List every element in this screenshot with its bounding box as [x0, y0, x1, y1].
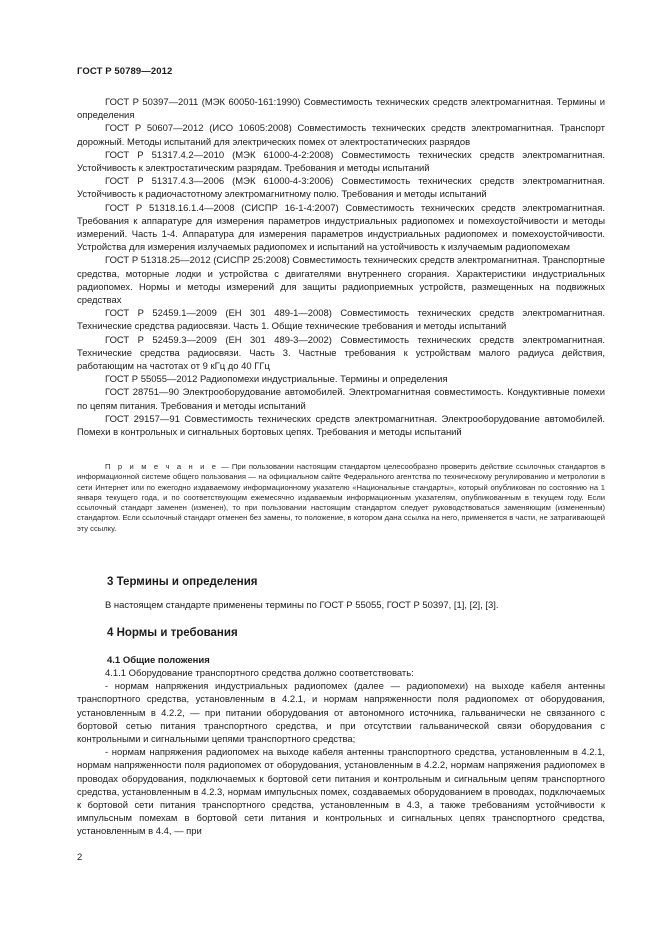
- list-item: - нормам напряжения радиопомех на выходе кабеля антенны транспортного средства, установленным в 4.2.1, нормам напряженности поля радиопомех от оборудования, установленным в 4.2.2, нормам напряжения радиопомех в проводах оборудования, подключаемых к бортовой сети питания и контрольным и сигнальным цепям транспортного средства, установленным в 4.2.3, нормам импульсных помех, создаваемых оборудованием в проводах, подключаемых к бортовой сети питания транспортного средства, установленным в 4.3, а также требованиям устойчивости к импульсным помехам в бортовой сети питания и контрольных и сигнальных цепях транспортного средства, установленным в 4.4, — при: [77, 747, 605, 838]
- reference-item: ГОСТ Р 55055—2012 Радиопомехи индустриальные. Термины и определения: [105, 374, 448, 386]
- section-4-body: [77, 667, 605, 839]
- normative-references: [77, 96, 605, 439]
- note-text: — При пользовании настоящим стандартом целесообразно проверить действие ссылочных стандартов в информационной системе общего пользования — на официальном сайте Федерального агентства по техническому регулированию и метрологии в сети Интернет или по ежегодно издаваемому информационному указателю «Национальные стандарты», который опубликован по состоянию на 1 января текущего года, и по соответствующим ежемесячно издаваемым информационным указателям, опубликованным в текущем году. Если ссылочный стандарт заменен (изменен), то при пользовании настоящим стандартом следует руководствоваться заменяющим (измененным) стандартом. Если ссылочный стандарт отменен без замены, то положение, в котором дана ссылка на него, применяется в части, не затрагивающей эту ссылку.: [77, 462, 606, 533]
- note-paragraph: [77, 462, 605, 534]
- reference-item: ГОСТ Р 50607—2012 (ИСО 10605:2008) Совместимость технических средств электромагнитная. Транспорт дорожный. Методы испытаний для электрических помех от электростатических разрядов: [77, 123, 605, 148]
- document-header: ГОСТ Р 50789—2012: [77, 66, 173, 77]
- clause-4-1-1: 4.1.1 Оборудование транспортного средства должно соответствовать:: [105, 668, 414, 679]
- reference-item: ГОСТ Р 50397—2011 (МЭК 60050-161:1990) Совместимость технических средств электромагнитная. Термины и определения: [77, 97, 605, 122]
- reference-item: ГОСТ 28751—90 Электрооборудование автомобилей. Электромагнитная совместимость. Кондуктивные помехи по цепям питания. Требования и методы испытаний: [77, 387, 605, 412]
- reference-item: ГОСТ Р 52459.3—2009 (ЕН 301 489-3—2002) Совместимость технических средств электромагнитная. Технические средства радиосвязи. Часть 3. Частные требования к устройствам малого радиуса действия, работающим на частотах от 9 кГц до 40 ГГц: [77, 334, 605, 373]
- subsection-4-1-heading: 4.1 Общие положения: [107, 655, 210, 666]
- reference-item: ГОСТ 29157—91 Совместимость технических средств электромагнитная. Электрооборудование автомобилей. Помехи в контрольных и сигнальных бортовых цепях. Требования и методы испытаний: [77, 413, 605, 439]
- reference-item: ГОСТ Р 51318.25—2012 (СИСПР 25:2008) Совместимость технических средств электромагнитная. Транспортные средства, моторные лодки и устройства с двигателями внутреннего сгорания. Характеристики индустриальных радиопомех. Нормы и методы измерений для защиты радиоприемных устройств, размещенных на подвижных средствах: [77, 255, 605, 307]
- page-number: 2: [77, 852, 83, 863]
- list-item: - нормам напряжения индустриальных радиопомех (далее — радиопомехи) на выходе кабеля антенны транспортного средства, установленным в 4.2.1, и нормам напряженности поля радиопомех от оборудования, установленным в 4.2.2, — при питании оборудования от автономного источника, гальванически не связанного с бортовой сетью питания транспортного средства, и при отсутствии гальванической связи оборудования с контрольными и сигнальными цепями транспортного средства;: [77, 681, 605, 746]
- section-3-text: В настоящем стандарте применены термины по ГОСТ Р 55055, ГОСТ Р 50397, [1], [2], [3].: [105, 600, 499, 611]
- section-4-heading: 4 Нормы и требования: [107, 627, 238, 639]
- reference-item: ГОСТ Р 52459.1—2009 (ЕН 301 489-1—2008) Совместимость технических средств электромагнитная. Технические средства радиосвязи. Часть 1. Общие технические требования и методы испытаний: [77, 308, 605, 333]
- note-label: П р и м е ч а н и е: [105, 462, 219, 471]
- section-3-heading: 3 Термины и определения: [107, 576, 258, 588]
- reference-item: ГОСТ Р 51317.4.3—2006 (МЭК 61000-4-3:2006) Совместимость технических средств электромагнитная. Устойчивость к радиочастотному электромагнитному полю. Требования и методы испытаний: [77, 176, 605, 201]
- reference-item: ГОСТ Р 51317.4.2—2010 (МЭК 61000-4-2:2008) Совместимость технических средств электромагнитная. Устойчивость к электростатическим разрядам. Требования и методы испытаний: [77, 149, 605, 175]
- reference-item: ГОСТ Р 51318.16.1.4—2008 (СИСПР 16-1-4:2007) Совместимость технических средств электромагнитная. Требования к аппаратуре для измерения параметров индустриальных радиопомех и помехоустойчивости и методы измерений. Часть 1-4. Аппаратура для измерения параметров индустриальных радиопомех и помехоустойчивости. Устройства для измерения излучаемых радиопомех и испытаний на устойчивость к излучаемым радиопомехам: [77, 202, 605, 254]
